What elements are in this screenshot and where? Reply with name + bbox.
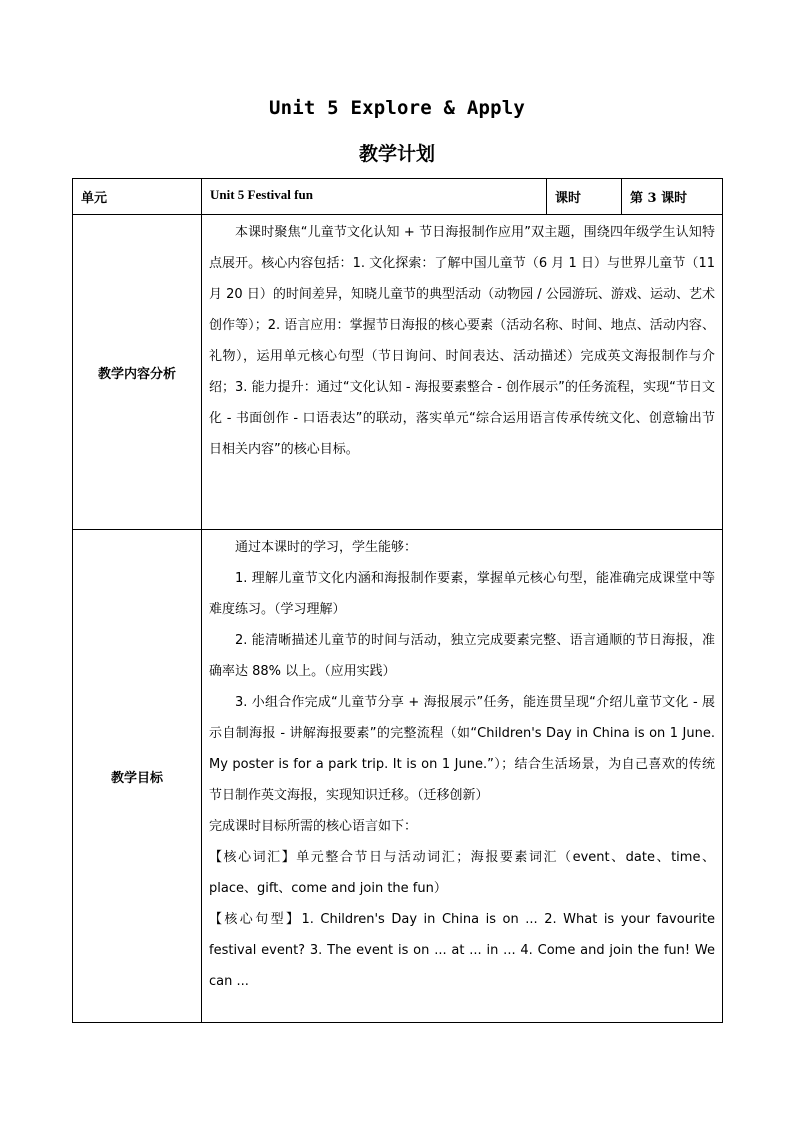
vocab-line (209, 842, 715, 904)
period-label: 课时 (547, 179, 622, 215)
sentence-line (209, 904, 715, 997)
unit-row (73, 179, 723, 215)
period-value: 第 3 课时 (622, 179, 723, 215)
goals-label: 教学目标 (73, 530, 202, 1023)
vocab-text: 单元整合节日与活动词汇；海报要素词汇（event、date、time、place、gift、come and join the fun） (209, 850, 715, 896)
analysis-cell (202, 215, 723, 530)
vocab-label: 【核心词汇】 (209, 850, 297, 865)
goal-item-1: 1. 理解儿童节文化内涵和海报制作要素，掌握单元核心句型，能准确完成课堂中等难度练习。（学习理解） (209, 571, 715, 617)
goal-item-3: 3. 小组合作完成“儿童节分享 + 海报展示”任务，能连贯呈现“介绍儿童节文化 - 展示自制海报 - 讲解海报要素”的完整流程（如“Children's Day in China is on 1 June. My poster is for a park trip. It is on 1 June.”）；结合生活场景，为自己喜欢的传统节日制作英文海报，实现知识迁移。（迁移创新） (209, 695, 715, 803)
document-title: Unit 5 Explore & Apply (268, 97, 526, 119)
analysis-row (73, 215, 723, 530)
goals-row (73, 530, 723, 1023)
analysis-label: 教学内容分析 (73, 215, 202, 530)
language-intro: 完成课时目标所需的核心语言如下： (209, 819, 418, 834)
goals-intro: 通过本课时的学习，学生能够： (235, 540, 418, 555)
goals-cell (202, 530, 723, 1023)
goal-item-2: 2. 能清晰描述儿童节的时间与活动，独立完成要素完整、语言通顺的节日海报，准确率达 88% 以上。（应用实践） (209, 633, 715, 679)
lesson-plan-table (72, 178, 723, 1023)
unit-value: Unit 5 Festival fun (202, 179, 547, 215)
analysis-text: 本课时聚焦“儿童节文化认知 + 节日海报制作应用”双主题，围绕四年级学生认知特点展开。核心内容包括：1. 文化探索：了解中国儿童节（6 月 1 日）与世界儿童节（11 月 20 日）的时间差异，知晓儿童节的典型活动（动物园 / 公园游玩、游戏、运动、艺术创作等）；2. 语言应用：掌握节日海报的核心要素（活动名称、时间、地点、活动内容、礼物），运用单元核心句型（节日询问、时间表达、活动描述）完成英文海报制作与介绍；3. 能力提升：通过“文化认知 - 海报要素整合 - 创作展示”的任务流程，实现“节日文化 - 书面创作 - 口语表达”的联动，落实单元“综合运用语言传承传统文化、创意输出节日相关内容”的核心目标。 (209, 225, 715, 457)
unit-label: 单元 (73, 179, 202, 215)
sentence-text: 1. Children's Day in China is on ... 2. What is your favourite festival event? 3. The event is on ... at ... in ... 4. Come and join the fun! We can ... (209, 912, 715, 989)
document-subtitle: 教学计划 (358, 143, 435, 165)
sentence-label: 【核心句型】 (209, 912, 302, 927)
